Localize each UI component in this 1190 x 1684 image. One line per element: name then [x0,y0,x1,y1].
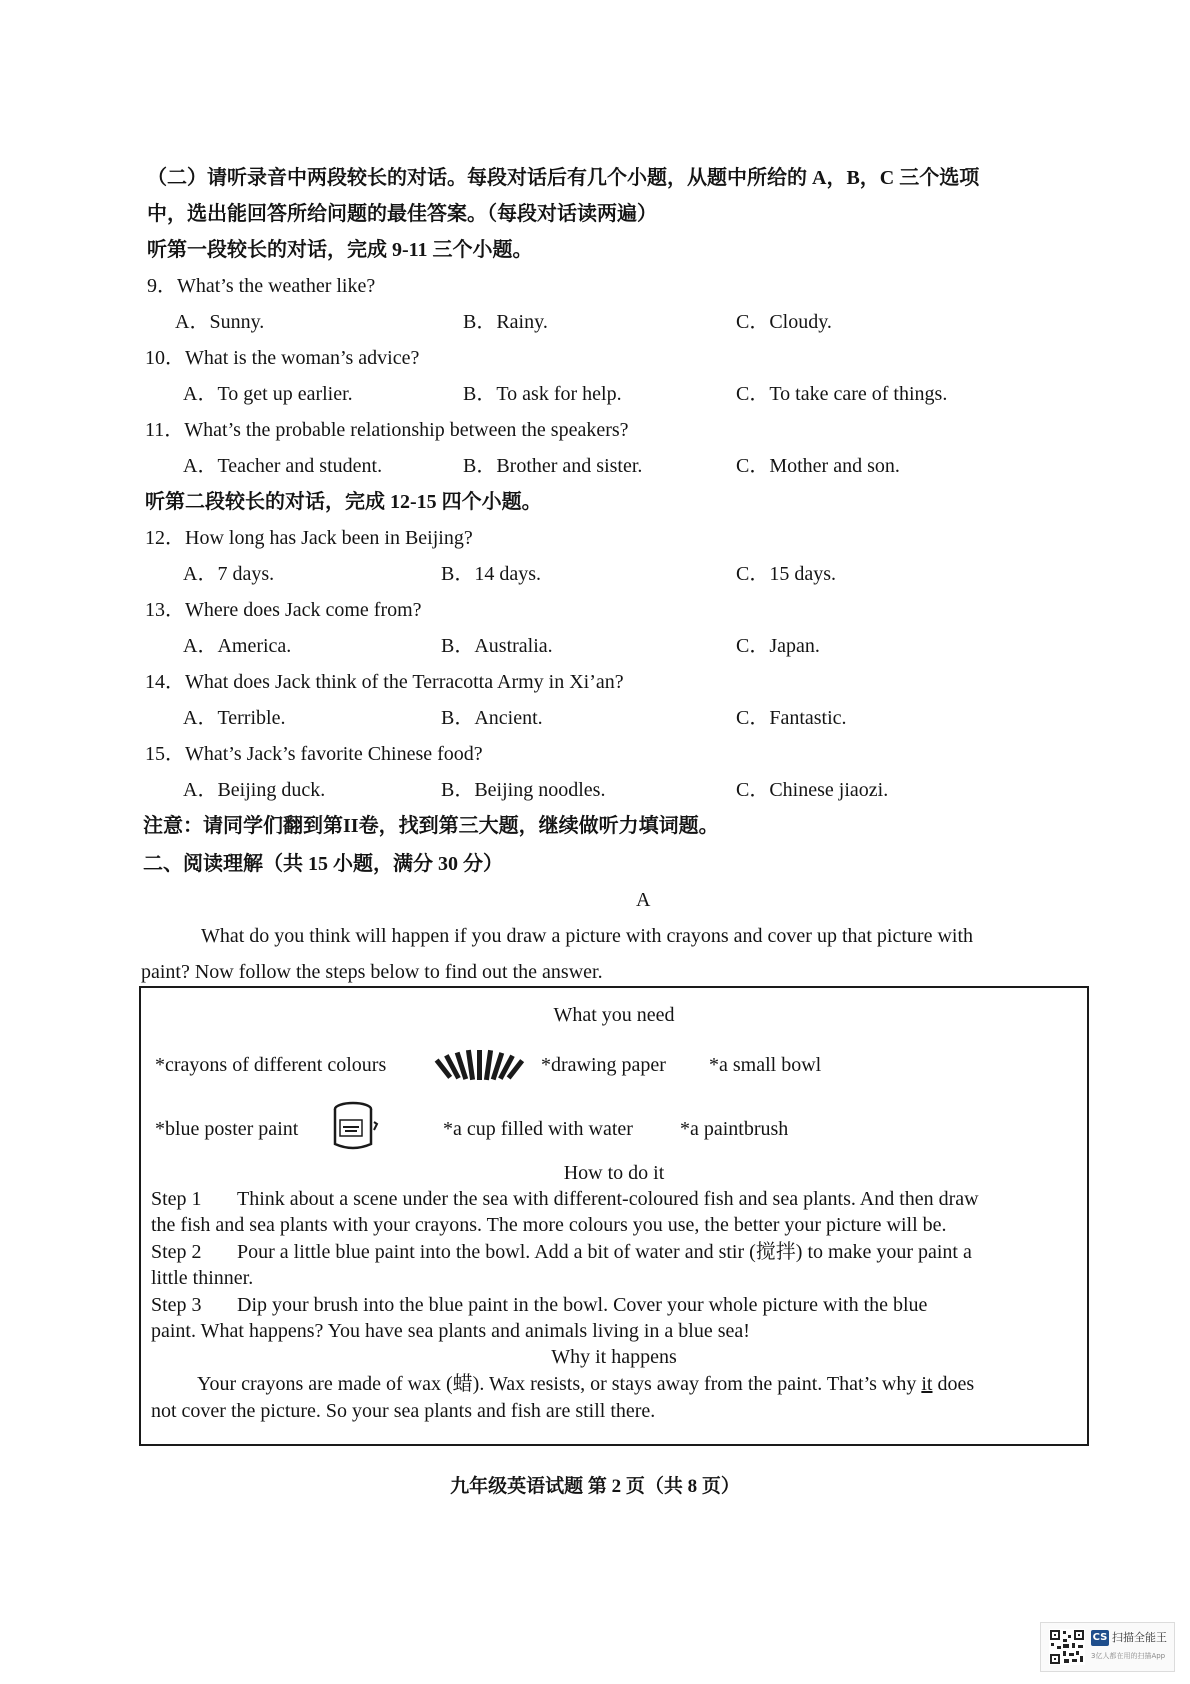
question-stem: 11．What’s the probable relationship between the speakers? [145,419,629,441]
how-to-title: How to do it [563,1162,665,1184]
option-c: C．To take care of things. [736,383,948,405]
page-footer: 九年级英语试题 第 2 页（共 8 页） [450,1476,740,1497]
step-3-label: Step 3 [151,1294,202,1316]
step-1-label: Step 1 [151,1188,202,1210]
step-1-line-2: the fish and sea plants with your crayons. The more colours you use, the better your picture will be. [151,1214,947,1236]
dialogue-2-heading: 听第二段较长的对话，完成 12-15 四个小题。 [145,491,542,513]
why-line-1 [197,1371,974,1397]
option-b: B．Australia. [441,635,553,657]
option-a: A．Teacher and student. [183,455,383,477]
option-a: A．To get up earlier. [183,383,353,405]
option-c: C．15 days. [736,563,836,585]
notice: 注意：请同学们翻到第II卷，找到第三大题，继续做听力填词题。 [143,815,719,837]
option-b: B．To ask for help. [463,383,622,405]
scanner-logo: CS [1091,1630,1109,1646]
need-item-drawing-paper: *drawing paper [541,1054,666,1076]
why-line-1-before: Your crayons are made of wax (蜡). Wax resists, or stays away from the paint. That’s why [197,1373,922,1395]
dialogue-1-heading: 听第一段较长的对话，完成 9-11 三个小题。 [147,239,533,261]
section-intro-line-1: （二）请听录音中两段较长的对话。每段对话后有几个小题，从题中所给的 A，B，C 三个选项 [147,167,980,189]
question-stem: 12．How long has Jack been in Beijing? [145,527,473,549]
why-title: Why it happens [551,1346,677,1368]
instruction-box [139,986,1089,1446]
crayons-icon [431,1044,527,1087]
step-3-line-1: Dip your brush into the blue paint in the bowl. Cover your whole picture with the blue [237,1294,928,1316]
step-1-line-1: Think about a scene under the sea with different-coloured fish and sea plants. And then draw [237,1188,979,1210]
question-stem: 14．What does Jack think of the Terracotta Army in Xi’an? [145,671,624,693]
section-intro-line-2: 中，选出能回答所给问题的最佳答案。（每段对话读两遍） [147,203,657,225]
qr-code-icon [1049,1629,1085,1669]
option-a: A．Terrible. [183,707,286,729]
option-b: B．14 days. [441,563,541,585]
scanner-badge [1040,1622,1175,1672]
option-b: B．Brother and sister. [463,455,643,477]
passage-letter: A [636,889,651,911]
option-c: C．Fantastic. [736,707,847,729]
paint-can-icon [329,1100,381,1159]
option-b: B．Rainy. [463,311,548,333]
need-item-crayons: *crayons of different colours [155,1054,387,1076]
need-item-small-bowl: *a small bowl [709,1054,822,1076]
option-c: C．Mother and son. [736,455,900,477]
option-b: B．Ancient. [441,707,543,729]
need-item-paintbrush: *a paintbrush [680,1118,789,1140]
step-2-line-1: Pour a little blue paint into the bowl. Add a bit of water and stir (搅拌) to make your paint a [237,1241,972,1263]
option-a: A．America. [183,635,292,657]
need-item-blue-paint: *blue poster paint [155,1118,299,1140]
why-line-1-underlined: it [921,1373,933,1395]
step-2-label: Step 2 [151,1241,202,1263]
question-stem: 15．What’s Jack’s favorite Chinese food? [145,743,483,765]
question-stem: 9．What’s the weather like? [147,275,376,297]
scanner-name: 扫描全能王 [1112,1631,1167,1644]
option-c: C．Japan. [736,635,820,657]
passage-intro-line-2: paint? Now follow the steps below to find out the answer. [141,961,603,983]
question-stem: 10．What is the woman’s advice? [145,347,420,369]
option-c: C．Chinese jiaozi. [736,779,889,801]
option-a: A．7 days. [183,563,275,585]
option-c: C．Cloudy. [736,311,832,333]
passage-intro-line-1: What do you think will happen if you draw a picture with crayons and cover up that picture with [201,925,974,947]
why-line-2: not cover the picture. So your sea plants and fish are still there. [151,1400,656,1422]
step-3-line-2: paint. What happens? You have sea plants and animals living in a blue sea! [151,1320,750,1342]
scanner-tagline: 3亿人都在用的扫描App [1091,1652,1166,1660]
why-line-1-after: does [932,1373,975,1395]
option-a: A．Sunny. [175,311,265,333]
what-you-need-title: What you need [553,1004,675,1026]
question-stem: 13．Where does Jack come from? [145,599,422,621]
reading-heading: 二、阅读理解（共 15 小题，满分 30 分） [143,853,503,875]
step-2-line-2: little thinner. [151,1267,254,1289]
option-b: B．Beijing noodles. [441,779,606,801]
need-item-cup-water: *a cup filled with water [443,1118,633,1140]
option-a: A．Beijing duck. [183,779,326,801]
